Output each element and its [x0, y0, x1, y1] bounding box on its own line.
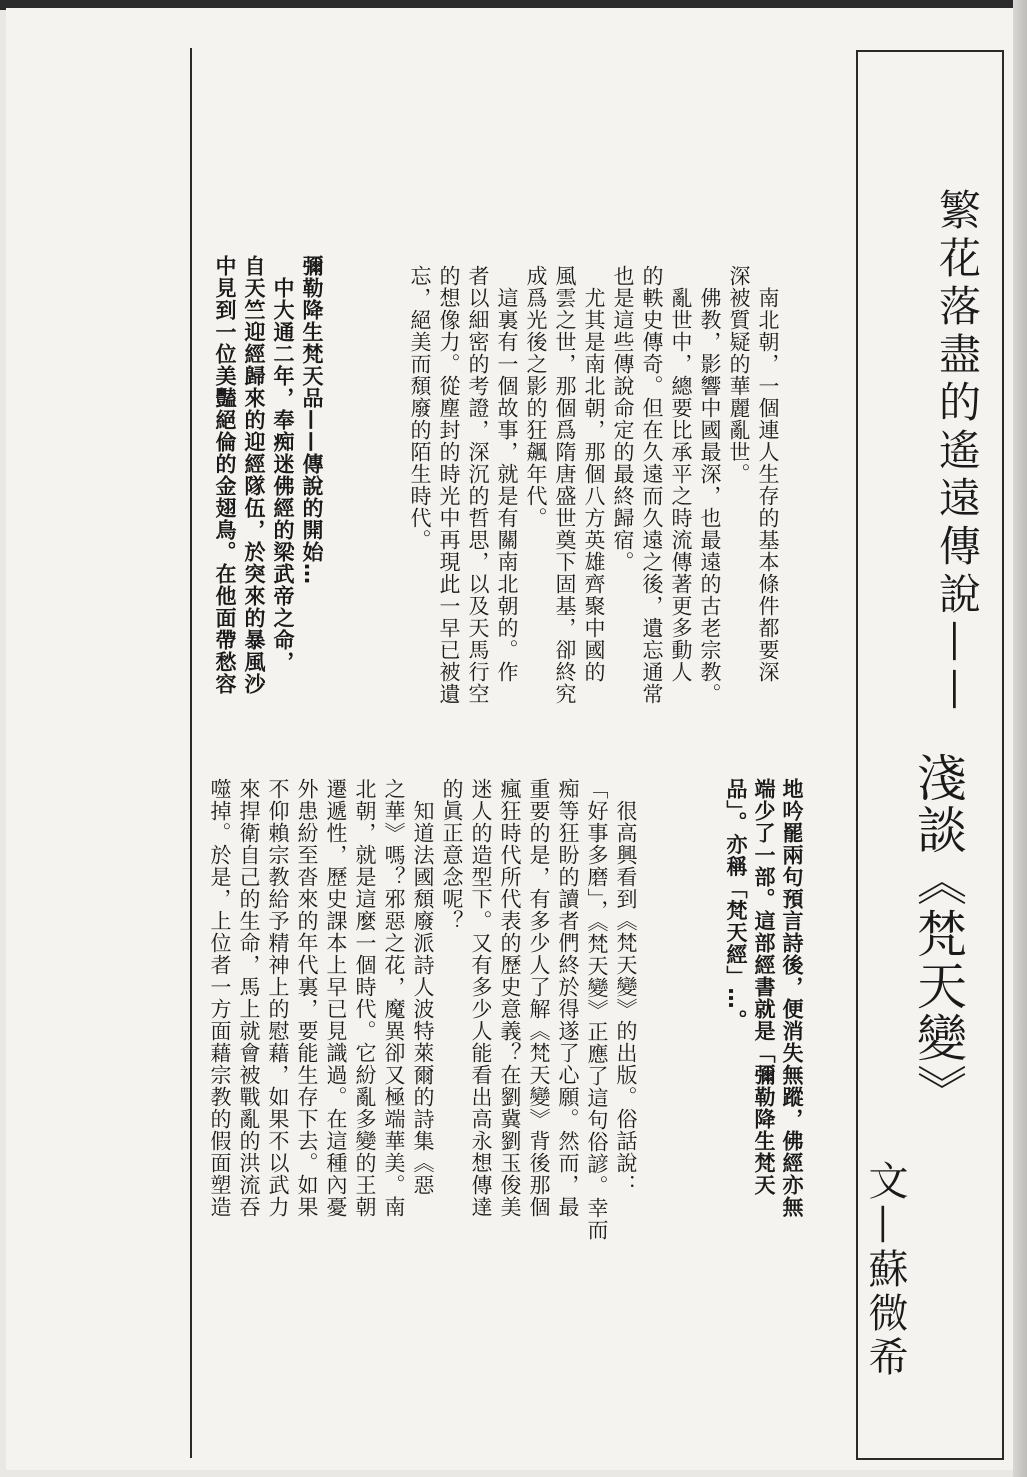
body-upper: 南北朝，一個連人生存的基本條件都要深 深被質疑的華麗亂世。 佛教，影響中國最深，也最遠的古老宗教。 亂世中，總要比承平之時流傳著更多動人 的軼史傳奇。但在久遠而久遠之後，遺忘通常 也是這些傳說命定的最終歸宿。 尤其是南北朝，那個八方英雄齊聚中國的 風雲之世，那個爲隋唐盛世奠下固基，卻終究 成爲光後之影的狂飆年代。 這裏有一個故事，就是有關南北朝的。作 者以細密的考證，深沉的哲思，以及天馬行空 的想像力。從塵封的時光中再現此一早已被遺 忘，絕美而頹廢的陌生時代。	[408, 265, 780, 705]
author-credit: 文—蘇微希	[862, 1160, 908, 1380]
intro-text: 地吟罷兩句預言詩後，便消失無蹤，佛經亦無 端少了一部。這部經書就是「彌勒降生梵天 品」。亦稱「梵天經」…。	[724, 778, 804, 1218]
title-line-1: 繁花落盡的遙遠傳說——	[933, 188, 982, 716]
page-edge	[1013, 0, 1027, 1477]
excerpt-text: 彌勒降生梵天品——傳說的開始… 中大通二年，奉痴迷佛經的梁武帝之命， 自天竺迎經歸來的迎經隊伍，於突來的暴風沙 中見到一位美豔絕倫的金翅鳥。在他面帶愁容	[213, 255, 324, 695]
body-lower: 很高興看到《梵天變》的出版。俗話說： 「好事多磨」，《梵天變》正應了這句俗諺。幸而 痴等狂盼的讀者們終於得遂了心願。然而，最 重要的是，有多少人了解《梵天變》背後那個 瘋狂時代所代表的歷史意義？在劉冀劉玉俊美 迷人的造型下。又有多少人能看出高永想傳達 的眞正意念呢？ 知道法國頹廢派詩人波特萊爾的詩集《惡 之華》嗎？邪惡之花，魔異卻又極端華美。南 北朝，就是這麼一個時代。它紛亂多變的王朝 遷遞性，歷史課本上早已見識過。在這種內憂 外患紛至沓來的年代裏，要能生存下去。如果 不仰賴宗教給予精神上的慰藉，如果不以武力 來捍衛自己的生命，馬上就會被戰亂的洪流吞 噬掉。於是，上位者一方面藉宗教的假面塑造	[208, 778, 638, 1241]
title-line-2: 淺談《梵天變》	[909, 752, 967, 1116]
left-rule	[190, 48, 192, 1458]
